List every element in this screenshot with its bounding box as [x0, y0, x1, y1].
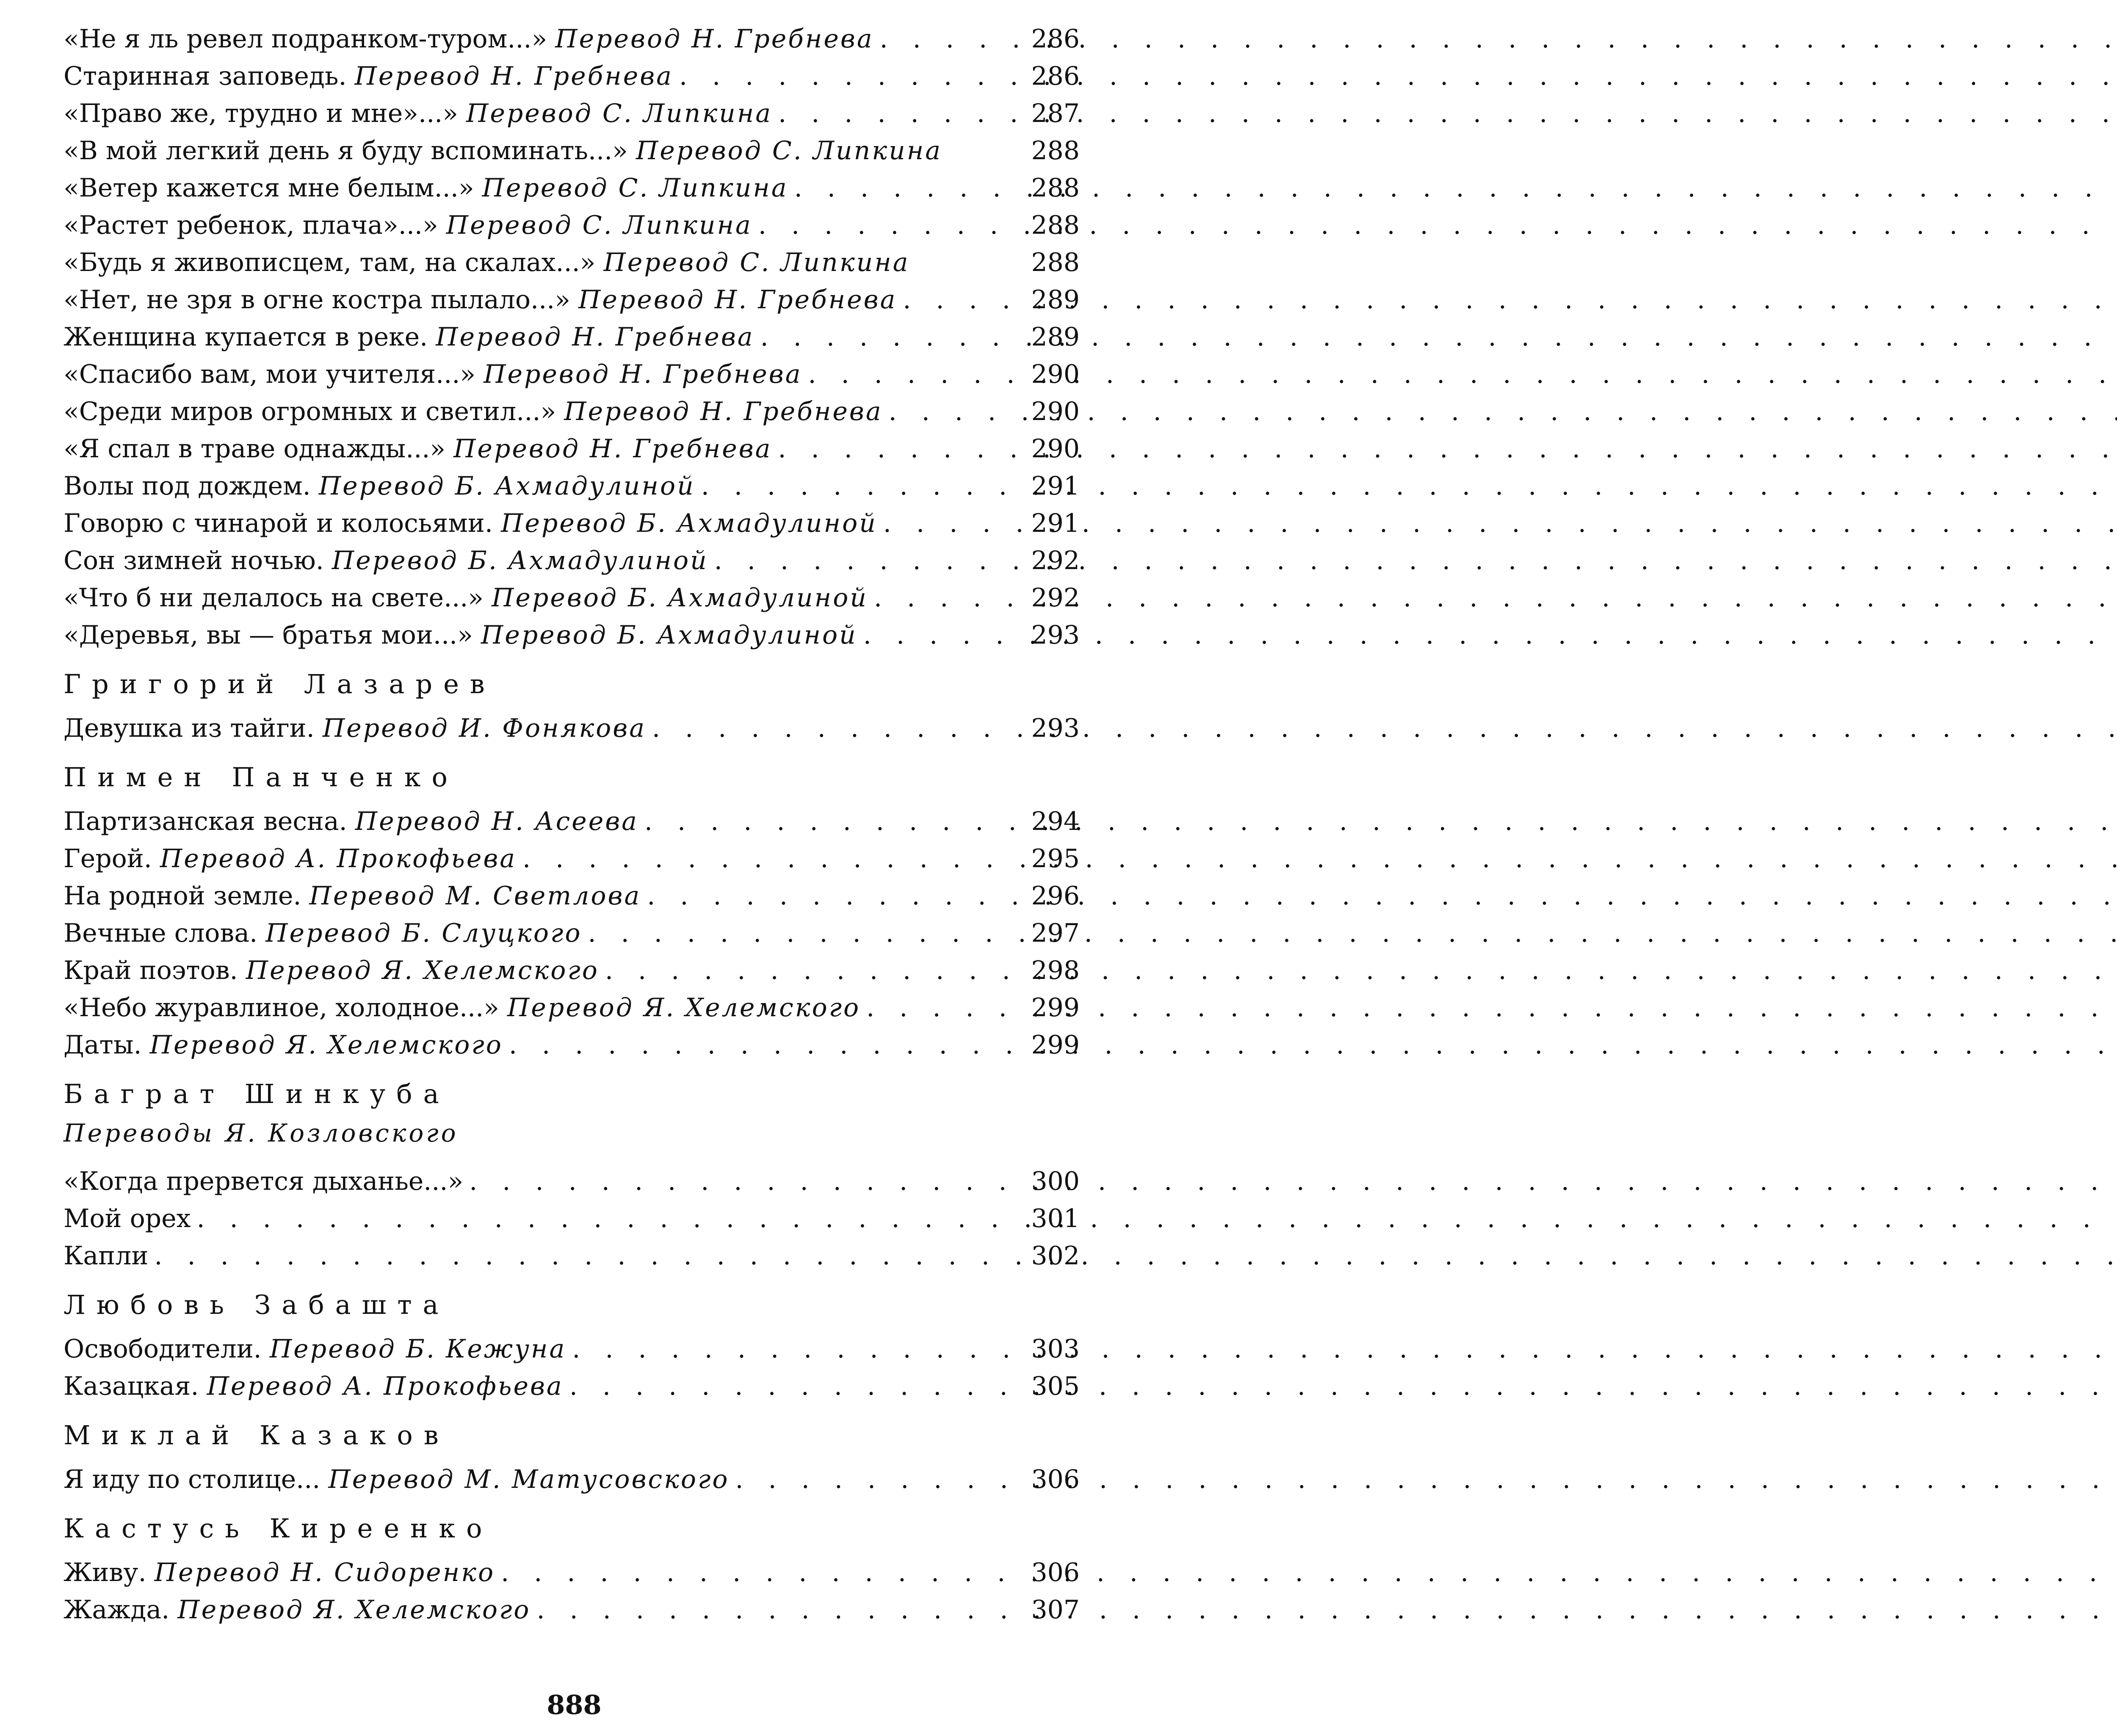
- dot-leader: [503, 1026, 1016, 1064]
- entry-title: «Когда прервется дыханье...»: [64, 1167, 464, 1196]
- toc-entry: [64, 915, 1080, 952]
- entry-translator: Перевод Б. Ахмадулиной: [501, 509, 877, 538]
- entry-translator: Перевод А. Прокофьева: [207, 1371, 564, 1401]
- dot-leader: [772, 95, 1016, 132]
- entry-translator: Перевод Б. Слуцкого: [265, 918, 582, 948]
- toc-entry: [64, 1163, 1080, 1200]
- entry-title: Живу.: [64, 1558, 146, 1587]
- entry-translator: Перевод Я. Хелемского: [507, 993, 861, 1023]
- entry-title: Девушка из тайги.: [64, 713, 315, 743]
- entry-translator: Перевод Б. Кежуна: [269, 1334, 567, 1364]
- toc-entry: [64, 1368, 1080, 1405]
- toc-entry: [64, 430, 1080, 467]
- entry-text: [64, 1554, 495, 1591]
- entry-title: «Среди миров огромных и светил...»: [64, 397, 556, 426]
- entry-page-number: 297: [1031, 918, 1080, 948]
- entry-title: «Нет, не зря в огне костра пылало...»: [64, 285, 570, 315]
- entry-text: [64, 207, 752, 244]
- toc-entry: [64, 356, 1080, 393]
- entry-text: [64, 132, 942, 169]
- entry-translator: Перевод Я. Хелемского: [246, 956, 599, 985]
- toc-entry: [64, 1554, 1080, 1591]
- dot-leader: [874, 20, 1016, 58]
- entry-page-number: 288: [1031, 136, 1080, 166]
- author-heading: Баграт Шинкуба: [64, 1078, 450, 1109]
- entry-title: Даты.: [64, 1030, 142, 1060]
- entry-page-number: 299: [1031, 993, 1080, 1023]
- dot-leader: [857, 616, 1016, 654]
- author-heading: Пимен Панченко: [64, 762, 459, 793]
- entry-text: [64, 1026, 503, 1064]
- dot-leader: [868, 579, 1016, 616]
- entry-page-number: 290: [1031, 359, 1080, 389]
- entry-translator: Перевод С. Липкина: [466, 99, 773, 128]
- entry-title: Казацкая.: [64, 1371, 199, 1401]
- dot-leader: [754, 318, 1016, 356]
- entry-title: «Ветер кажется мне белым...»: [64, 173, 474, 203]
- entry-page-number: 305: [1031, 1371, 1080, 1401]
- entry-title: «Растет ребенок, плача»...»: [64, 210, 438, 240]
- entry-text: [64, 710, 646, 747]
- entry-text: [64, 1461, 729, 1498]
- entry-text: [64, 989, 860, 1026]
- entry-translator: Перевод М. Матусовского: [328, 1465, 730, 1494]
- toc-entry: [64, 1200, 1080, 1237]
- entry-page-number: 300: [1031, 1167, 1080, 1196]
- translator-note: Переводы Я. Козловского: [64, 1119, 459, 1147]
- entry-page-number: 299: [1031, 1030, 1080, 1060]
- entry-page-number: 306: [1031, 1558, 1080, 1587]
- toc-entry: [64, 505, 1080, 542]
- entry-text: [64, 1591, 531, 1628]
- entry-text: [64, 281, 897, 318]
- author-heading: Любовь Забашта: [64, 1289, 450, 1320]
- entry-page-number: 298: [1031, 956, 1080, 985]
- dot-leader: [495, 1554, 1016, 1591]
- dot-leader: [531, 1591, 1016, 1628]
- dot-leader: [897, 281, 1016, 318]
- entry-translator: Перевод С. Липкина: [446, 210, 752, 240]
- dot-leader: [463, 1163, 1016, 1200]
- entry-page-number: 291: [1031, 509, 1080, 538]
- dot-leader: [788, 169, 1016, 207]
- toc-entry: [64, 1026, 1080, 1064]
- entry-translator: Перевод Б. Ахмадулиной: [332, 546, 708, 575]
- entry-page-number: 291: [1031, 471, 1080, 501]
- page-number: 888: [547, 1689, 602, 1720]
- toc-entry: [64, 1461, 1080, 1498]
- entry-page-number: 293: [1031, 713, 1080, 743]
- entry-title: Партизанская весна.: [64, 807, 347, 836]
- entry-translator: Перевод С. Липкина: [636, 136, 942, 166]
- entry-page-number: 289: [1031, 285, 1080, 315]
- entry-page-number: 294: [1031, 807, 1080, 836]
- entry-text: [64, 616, 857, 654]
- toc-entry: [64, 281, 1080, 318]
- toc-entry: [64, 616, 1080, 654]
- entry-title: Сон зимней ночью.: [64, 546, 324, 575]
- entry-page-number: 292: [1031, 583, 1080, 613]
- dot-leader: [877, 505, 1016, 542]
- toc-entry: [64, 58, 1080, 95]
- entry-page-number: 293: [1031, 620, 1080, 650]
- entry-translator: Перевод Н. Гребнева: [578, 285, 897, 315]
- entry-translator: Перевод Я. Хелемского: [177, 1595, 531, 1625]
- entry-translator: Перевод Н. Гребнева: [354, 61, 673, 91]
- entry-title: Волы под дождем.: [64, 471, 311, 501]
- entry-translator: Перевод А. Прокофьева: [160, 844, 517, 874]
- dot-leader: [673, 58, 1016, 95]
- entry-translator: Перевод Б. Ахмадулиной: [318, 471, 695, 501]
- toc-entry: [64, 840, 1080, 877]
- entry-text: [64, 393, 883, 430]
- entry-title: Женщина купается в реке.: [64, 322, 428, 352]
- entry-translator: Перевод М. Светлова: [309, 881, 641, 911]
- dot-leader: [729, 1461, 1016, 1498]
- entry-translator: Перевод Я. Хелемского: [149, 1030, 503, 1060]
- entry-text: [64, 318, 754, 356]
- entry-title: «Что б ни делалось на свете...»: [64, 583, 484, 613]
- entry-translator: Перевод С. Липкина: [482, 173, 788, 203]
- entry-title: «Спасибо вам, мои учителя...»: [64, 359, 476, 389]
- entry-page-number: 302: [1031, 1241, 1080, 1271]
- entry-text: [64, 20, 874, 58]
- toc-entry: [64, 207, 1080, 244]
- entry-page-number: 288: [1031, 210, 1080, 240]
- entry-text: [64, 952, 599, 989]
- entry-text: [64, 430, 772, 467]
- entry-title: «В мой легкий день я буду вспоминать...»: [64, 136, 628, 166]
- entry-text: [64, 915, 582, 952]
- dot-leader: [860, 989, 1016, 1026]
- toc-entry: [64, 393, 1080, 430]
- entry-page-number: 303: [1031, 1334, 1080, 1364]
- dot-leader: [802, 356, 1016, 393]
- dot-leader: [641, 877, 1016, 915]
- entry-page-number: 289: [1031, 322, 1080, 352]
- entry-title: «Право же, трудно и мне»...»: [64, 99, 458, 128]
- entry-text: [64, 1200, 191, 1237]
- author-heading: Миклай Казаков: [64, 1420, 450, 1451]
- entry-translator: Перевод Н. Гребнева: [453, 434, 772, 464]
- dot-leader: [646, 710, 1016, 747]
- entry-text: [64, 877, 641, 915]
- entry-title: Жажда.: [64, 1595, 170, 1625]
- entry-translator: Перевод Б. Ахмадулиной: [481, 620, 857, 650]
- entry-title: На родной земле.: [64, 881, 301, 911]
- entry-page-number: 295: [1031, 844, 1080, 874]
- toc-entry: [64, 579, 1080, 616]
- entry-title: «Я спал в траве однажды...»: [64, 434, 446, 464]
- toc-entry: [64, 244, 1080, 281]
- toc-entry: [64, 1591, 1080, 1628]
- entry-text: [64, 803, 638, 840]
- toc-entry: [64, 467, 1080, 505]
- entry-text: [64, 505, 877, 542]
- entry-translator: Перевод И. Фонякова: [322, 713, 646, 743]
- dot-leader: [517, 840, 1016, 877]
- dot-leader: [883, 393, 1016, 430]
- dot-leader: [752, 207, 1016, 244]
- entry-title: Герой.: [64, 844, 152, 874]
- dot-leader: [772, 430, 1016, 467]
- entry-translator: Перевод Н. Сидоренко: [154, 1558, 495, 1587]
- dot-leader: [564, 1368, 1016, 1405]
- dot-leader: [148, 1237, 1016, 1274]
- entry-text: [64, 244, 910, 281]
- entry-page-number: 290: [1031, 434, 1080, 464]
- toc-entry: [64, 1237, 1080, 1274]
- entry-text: [64, 1368, 564, 1405]
- entry-title: Я иду по столице...: [64, 1465, 321, 1494]
- toc-entry: [64, 318, 1080, 356]
- toc-entry: [64, 1330, 1080, 1368]
- toc-entry: [64, 542, 1080, 579]
- entry-page-number: 286: [1031, 24, 1080, 54]
- dot-leader: [638, 803, 1016, 840]
- entry-text: [64, 467, 695, 505]
- entry-title: Капли: [64, 1241, 149, 1271]
- entry-title: Мой орех: [64, 1204, 191, 1233]
- dot-leader: [695, 467, 1016, 505]
- entry-translator: Перевод Н. Гребнева: [436, 322, 754, 352]
- toc-entry: [64, 710, 1080, 747]
- entry-page-number: 306: [1031, 1465, 1080, 1494]
- dot-leader: [566, 1330, 1016, 1368]
- toc-entry: [64, 95, 1080, 132]
- entry-text: [64, 542, 708, 579]
- entry-text: [64, 58, 673, 95]
- entry-title: Край поэтов.: [64, 956, 238, 985]
- entry-text: [64, 579, 868, 616]
- entry-text: [64, 1237, 148, 1274]
- entry-page-number: 288: [1031, 248, 1080, 277]
- entry-page-number: 292: [1031, 546, 1080, 575]
- entry-page-number: 307: [1031, 1595, 1080, 1625]
- toc-entry: [64, 952, 1080, 989]
- entry-title: Говорю с чинарой и колосьями.: [64, 509, 493, 538]
- author-heading: Кастусь Киреенко: [64, 1513, 493, 1544]
- author-heading: Григорий Лазарев: [64, 669, 496, 699]
- entry-title: Освободители.: [64, 1334, 262, 1364]
- entry-text: [64, 1163, 463, 1200]
- toc-entry: [64, 132, 1080, 169]
- entry-title: «Будь я живописцем, там, на скалах...»: [64, 248, 596, 277]
- dot-leader: [708, 542, 1016, 579]
- entry-text: [64, 169, 788, 207]
- entry-text: [64, 1330, 566, 1368]
- entry-translator: Перевод Б. Ахмадулиной: [492, 583, 868, 613]
- entry-page-number: 301: [1031, 1204, 1080, 1233]
- entry-page-number: 296: [1031, 881, 1080, 911]
- toc-entry: [64, 989, 1080, 1026]
- entry-page-number: 287: [1031, 99, 1080, 128]
- dot-leader: [599, 952, 1016, 989]
- toc-entry: [64, 20, 1080, 58]
- dot-leader: [191, 1200, 1017, 1237]
- entry-title: «Деревья, вы — братья мои...»: [64, 620, 473, 650]
- entry-translator: Перевод Н. Гребнева: [555, 24, 874, 54]
- toc-entry: [64, 803, 1080, 840]
- entry-text: [64, 356, 802, 393]
- entry-translator: Перевод С. Липкина: [603, 248, 910, 277]
- entry-title: «Небо журавлиное, холодное...»: [64, 993, 499, 1023]
- entry-page-number: 290: [1031, 397, 1080, 426]
- entry-translator: Перевод Н. Гребнева: [564, 397, 883, 426]
- entry-text: [64, 840, 517, 877]
- toc-entry: [64, 169, 1080, 207]
- dot-leader: [582, 915, 1016, 952]
- entry-title: Старинная заповедь.: [64, 61, 347, 91]
- entry-page-number: 286: [1031, 61, 1080, 91]
- table-of-contents: [64, 20, 1080, 1628]
- entry-translator: Перевод Н. Асеева: [355, 807, 638, 836]
- toc-entry: [64, 877, 1080, 915]
- entry-title: «Не я ль ревел подранком-туром...»: [64, 24, 547, 54]
- entry-page-number: 288: [1031, 173, 1080, 203]
- entry-translator: Перевод Н. Гребнева: [484, 359, 802, 389]
- entry-title: Вечные слова.: [64, 918, 258, 948]
- entry-text: [64, 95, 772, 132]
